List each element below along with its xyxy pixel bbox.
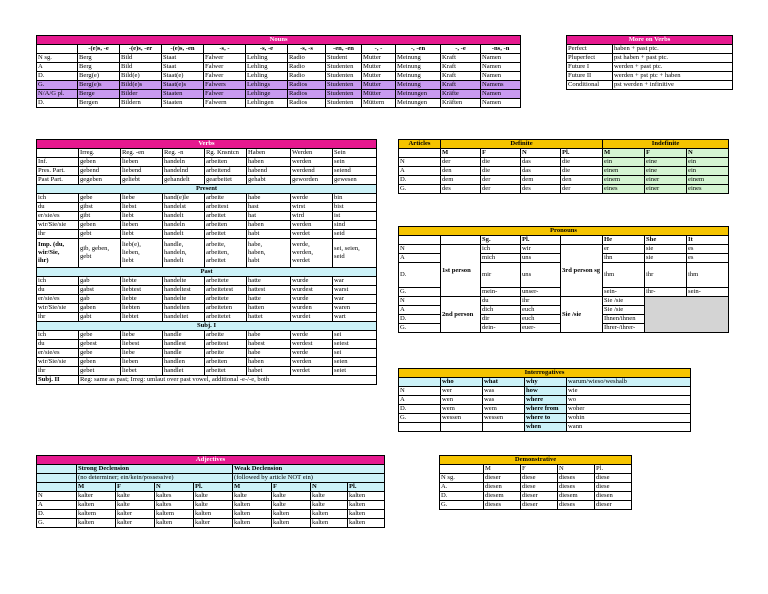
demonstrative-title: Demonstrative <box>440 456 632 465</box>
table-row: D. wem wem where from woher <box>399 405 691 414</box>
first-person-label: 1st person <box>441 245 481 297</box>
interrogatives-title: Interrogatives <box>399 369 691 378</box>
table-row: D. diesem dieser diesem diesen <box>440 492 632 501</box>
present-title: Present <box>37 185 377 194</box>
strong-declension-note: (no determiner; ein/kein/possessive) <box>77 474 233 483</box>
nouns-title: Nouns <box>37 36 521 45</box>
weak-declension-title: Weak Declension <box>233 465 385 474</box>
table-row: D. mir uns ihm ihr ihm <box>399 263 729 288</box>
table-row: N/A/G pl. Berge Bilder Staaten Falwer Lehlinge Radios Studenten Mütter Meinungen Kräfte Namen <box>37 90 521 99</box>
table-row: du gebest liebest handlest arbeitest habest werdest seiest <box>37 340 377 349</box>
table-row: er/sie/es gibt liebt handelt arbeitet hat wird ist <box>37 212 377 221</box>
table-row: N der die das die ein eine ein <box>399 158 729 167</box>
table-row: G. des der des der eines einer eines <box>399 185 729 194</box>
strong-declension-title: Strong Declension <box>77 465 233 474</box>
table-row: er/sie/es gab liebte handelte arbeitete hatte wurde war <box>37 295 377 304</box>
table-row: Pres. Part. gebend liebend handelnd arbeitend habend werdend seiend <box>37 167 377 176</box>
table-row: Inf. geben lieben handeln arbeiten haben werden sein <box>37 158 377 167</box>
table-row: N 2nd person du ihr Sie /sie Sie /sie <box>399 297 729 306</box>
table-row: D. Bergen Bildern Staaten Falwern Lehlingen Radios Studenten Müttern Meinungen Kräften Namen <box>37 99 521 108</box>
table-row: D. Berg(e) Bild(e) Staat(e) Falwer Lehling Radio Studenten Mutter Meinung Kraft Namen <box>37 72 521 81</box>
table-row: G. mein- unser- sein- ihr- sein- <box>399 288 729 297</box>
table-row: A. diesen diese dieses diese <box>440 483 632 492</box>
table-row: ich gebe liebe handle arbeite habe werde sei <box>37 331 377 340</box>
table-row: ich gab liebte handelte arbeitete hatte wurde war <box>37 277 377 286</box>
table-row: G. dein- euer- Ihrer-/ihrer- <box>399 324 729 333</box>
second-person-label: 2nd person <box>441 297 481 333</box>
pronouns-header-row: Sg. Pl. He She It <box>399 236 729 245</box>
table-row: N sg. dieser diese dieses diese <box>440 474 632 483</box>
table-row: ihr gebt liebt handelt arbeitet habt werdet seid <box>37 230 377 239</box>
table-row: G. wessen wessen where to wohin <box>399 414 691 423</box>
demonstrative-table <box>439 455 632 510</box>
table-row: G. kalten kalter kalten kalter kalten kalten kalten kalten <box>37 519 385 528</box>
adjectives-title: Adjectives <box>37 456 385 465</box>
nouns-table <box>36 35 521 108</box>
table-row: A den die das die einen eine ein <box>399 167 729 176</box>
table-row: when wann <box>399 423 691 432</box>
articles-label: Articles <box>399 140 441 149</box>
table-row: Conditional pst werden + infinitive <box>567 81 733 90</box>
verbs-title: Verbs <box>37 140 377 149</box>
table-row: N sg. Berg Bild Staat Falwer Lehling Radio Student Mutter Meinung Kraft Namen <box>37 54 521 63</box>
verbs-table <box>36 139 377 385</box>
subj-title: Subj. I <box>37 322 377 331</box>
interrogatives-table <box>398 368 691 432</box>
table-row: ihr gebet liebet handlet arbeitet habet werdet seiet <box>37 367 377 376</box>
table-row: Future II werden + pst ptc + haben <box>567 72 733 81</box>
table-row: wir/Sie/sie geben lieben handlen arbeiten haben werden seien <box>37 358 377 367</box>
sie-label: Sie /sie <box>561 297 603 333</box>
table-row: D. dir euch Ihnen/ihnen <box>399 315 729 324</box>
table-row: D. kaltem kalter kaltem kalten kalten kalten kalten kalten <box>37 510 385 519</box>
table-row: Past Part. gegeben geliebt gehandelt gearbeitet gehabt geworden gewesen <box>37 176 377 185</box>
weak-declension-note: (followed by article NOT ein) <box>233 474 385 483</box>
articles-header-row: M F N Pl. M F N <box>399 149 729 158</box>
table-row: D. dem der dem den einem einer einem <box>399 176 729 185</box>
table-row: N wer was how wie <box>399 387 691 396</box>
table-row: ich gebe liebe hand(e)le arbeite habe werde bin <box>37 194 377 203</box>
definite-title: Definite <box>441 140 603 149</box>
table-row: A wen was where wo <box>399 396 691 405</box>
table-row: A mich uns ihn sie es <box>399 254 729 263</box>
adjectives-table <box>36 455 385 528</box>
table-row: A dich euch Sie /sie <box>399 306 729 315</box>
more-verbs-table <box>566 35 733 90</box>
table-row: Future I werden + past ptc. <box>567 63 733 72</box>
table-row: N kalter kalte kaltes kalte kalte kalte kalte kalten <box>37 492 385 501</box>
nouns-header-row: -(e)s, -e -(e)s, -er -(e)s, -en -s, - -s, -e -s, -s -en, -en -, - -, -en -, -e -ns, -n <box>37 45 521 54</box>
table-row: wir/Sie/sie geben lieben handeln arbeiten haben werden sind <box>37 221 377 230</box>
imperative-row: Imp. (du, wir/Sie, ihr) gib, geben, gebt lieb(e), lieben, liebt handle, handeln, handelt arbeite, arbeiten, arbeitet habe, haben, habt werde, werden, werdet sei, seien, seid <box>37 239 377 268</box>
table-row: Pluperfect pst haben + past ptc. <box>567 54 733 63</box>
table-row: N 1st person ich wir 3rd person sg er sie es <box>399 245 729 254</box>
table-row: A kalten kalte kaltes kalte kalten kalte kalte kalten <box>37 501 385 510</box>
table-row: ihr gabt liebtet handeltet arbeitetet hattet wurdet wart <box>37 313 377 322</box>
subj2-row: Subj. II Reg: same as past; Irreg: umlaut over past vowel, additional -e-/-e, both <box>37 376 377 385</box>
table-row: G. dieses dieser dieses dieser <box>440 501 632 510</box>
verbs-header-row: Irreg. Reg. -en Reg. -n Rg. Knsntcn Haben Werden Sein <box>37 149 377 158</box>
articles-table <box>398 139 729 194</box>
table-row: G. Berg(e)s Bild(e)s Staat(e)s Falwers Lehlings Radios Studenten Mutter Meinung Kraft Namens <box>37 81 521 90</box>
table-row: A Berg Bild Staat Falwer Lehling Radio Studenten Mutter Meinung Kraft Namen <box>37 63 521 72</box>
interrogatives-header-row: who what why warum/wieso/weshalb <box>399 378 691 387</box>
pronouns-table <box>398 226 729 333</box>
past-title: Past <box>37 268 377 277</box>
table-row: du gibst liebst handelst arbeitest hast wirst bist <box>37 203 377 212</box>
more-verbs-title: More on Verbs <box>567 36 733 45</box>
table-row: wir/Sie/sie gaben liebten handelten arbeiteten hatten wurden waren <box>37 304 377 313</box>
table-row: du gabst liebtest handeltest arbeitetest hattest wurdest warst <box>37 286 377 295</box>
third-person-label: 3rd person sg <box>561 245 603 297</box>
adjectives-header-row: M F N Pl. M F N Pl. <box>37 483 385 492</box>
demonstrative-header-row: M F N Pl. <box>440 465 632 474</box>
indefinite-title: Indefinite <box>603 140 729 149</box>
table-row: Perfect haben + past ptc. <box>567 45 733 54</box>
pronouns-title: Pronouns <box>399 227 729 236</box>
table-row: er/sie/es gebe liebe handle arbeite habe werde sei <box>37 349 377 358</box>
